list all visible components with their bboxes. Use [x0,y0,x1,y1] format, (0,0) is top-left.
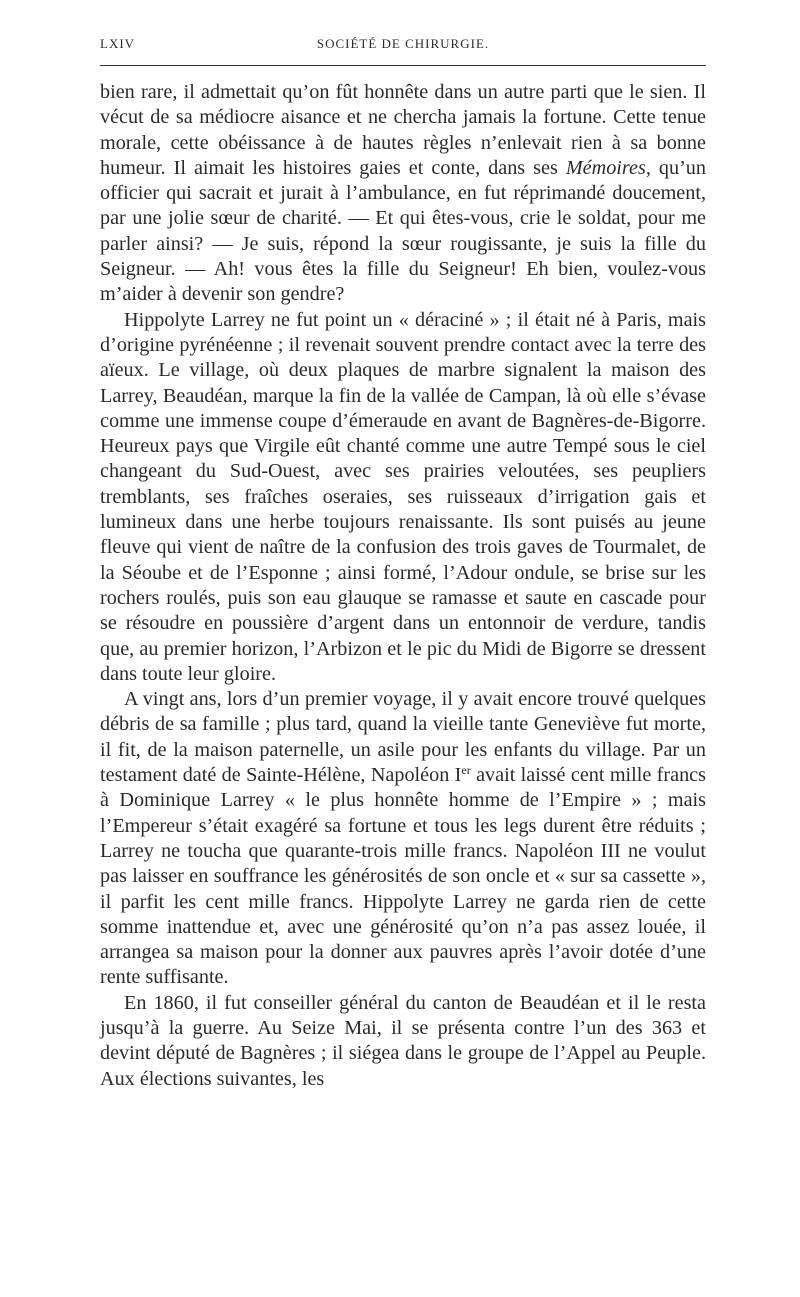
paragraph-3-text-b: avait laissé cent mille francs à Dominique Larrey « le plus honnête homme de l’Empire » ; mais l’Empereur s’était exagéré sa fortune et tous les legs durent être réduits ; Larrey ne toucha que quarante-trois mille francs. Napoléon III ne voulut pas laisser en souffrance les générosités de son oncle et « sur sa cassette », il parfit les cent mille francs. Hippolyte Larrey ne garda rien de cette somme inattendue et, avec une générosité qu’on n’a pas assez louée, il arrangea sa maison pour la donner aux pauvres après l’avoir dotée d’une rente suffisante. [100,764,706,989]
header-rule [100,65,706,66]
paragraph-3-text-a: A vingt ans, lors d’un premier voyage, il y avait encore trouvé quelques débris de sa famille ; plus tard, quand la vieille tante Geneviève fut morte, il fit, de la maison paternelle, un asile pour les enfants du village. Par un testament daté de Sainte-Hélène, Napoléon I [100,688,706,787]
paragraph-3 [100,687,706,991]
paragraph-2: Hippolyte Larrey ne fut point un « déraciné » ; il était né à Paris, mais d’origine pyrénéenne ; il revenait souvent prendre contact avec la terre des aïeux. Le village, où deux plaques de marbre signalent la maison des Larrey, Beaudéan, marque la fin de la vallée de Campan, là où elle s’évase comme une immense coupe d’émeraude en avant de Bagnères-de-Bigorre. Heureux pays que Virgile eût chanté comme une autre Tempé sous le ciel changeant du Sud-Ouest, avec ses prairies veloutées, ses peupliers tremblants, ses fraîches oseraies, ses ruisseaux d’irrigation gais et lumineux dans une herbe toujours renaissante. Ils sont puisés au jeune fleuve qui vient de naître de la confusion des trois gaves de Tourmalet, de la Séoube et de l’Esponne ; ainsi formé, l’Adour ondule, se brise sur les rochers roulés, puis son eau glauque se ramasse et saute en cascade pour se résoudre en poussière d’argent dans un entonnoir de verdure, tandis que, au premier horizon, l’Arbizon et le pic du Midi de Bigorre se dressent dans toute leur gloire. [100,308,706,685]
superscript-er: er [461,763,471,778]
page-number: LXIV [100,36,136,51]
paragraph-4: En 1860, il fut conseiller général du canton de Beaudéan et il le resta jusqu’à la guerre. Au Seize Mai, il se présenta contre l’un des 363 et devint député de Bagnères ; il siégea dans le groupe de l’Appel au Peuple. Aux élections suivantes, les [100,991,706,1090]
memoires-title: Mémoires, [565,156,651,179]
paragraph-1-text-a: bien rare, il admettait qu’on fût honnête dans un autre parti que le sien. Il vécut de sa médiocre aisance et ne chercha jamais la fortune. Cette tenue morale, cette obéissance à de hautes règles n’enlevait rien à sa bonne humeur. Il aimait les histoires gaies et conte, dans ses [100,81,706,179]
running-title: SOCIÉTÉ DE CHIRURGIE. [316,36,490,51]
paragraph-1 [100,80,706,308]
body-text [100,80,706,1092]
book-page [100,30,706,1092]
paragraph-1-text-b: qu’un officier qui sacrait et jurait à l’ambulance, en fut réprimandé doucement, par une jolie sœur de charité. — Et qui êtes-vous, crie le soldat, pour me parler ainsi? — Je suis, répond la sœur rougissante, je suis la fille du Seigneur. — Ah! vous êtes la fille du Seigneur! Eh bien, voulez-vous m’aider à devenir son gendre? [100,156,706,306]
page-header [100,30,706,54]
